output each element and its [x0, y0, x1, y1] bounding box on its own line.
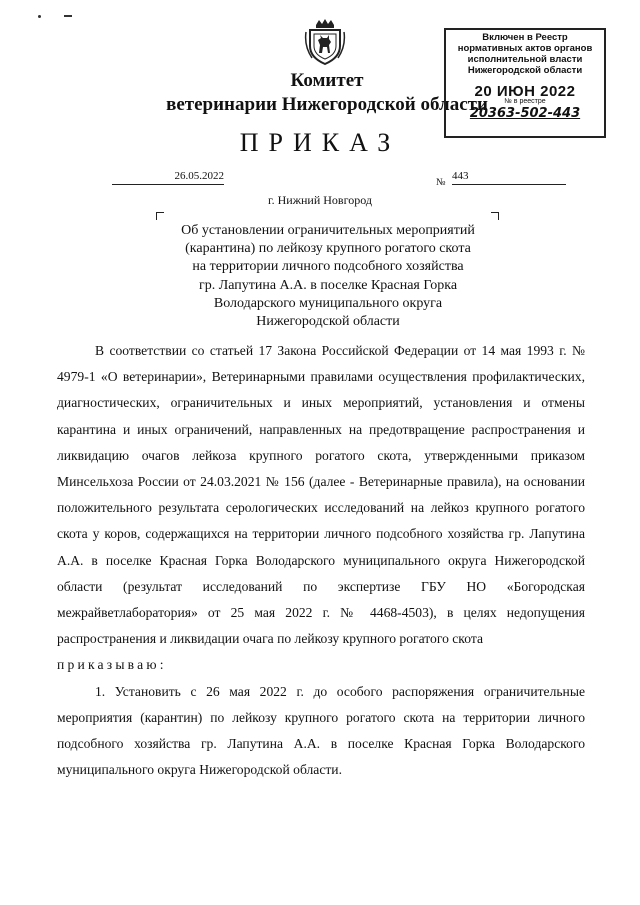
document-title — [168, 222, 488, 331]
document-number-label: № — [436, 177, 446, 188]
registry-stamp — [444, 28, 606, 138]
scan-mark — [38, 15, 41, 18]
document-type-heading: ПРИКАЗ — [239, 128, 401, 157]
stamp-registry-number: 20363-502-443 — [469, 106, 581, 121]
preamble-paragraph: В соответствии со статьей 17 Закона Российской Федерации от 14 мая 1993 г. № 4979-1 «О ветеринарии», Ветеринарными правилами осуществления профилактических, диагностических, ограничительных и иных мероприятий, установления и отмены карантина и иных ограничений, направленных на предотвращение распространения и ликвидацию очагов лейкоза крупного рогатого скота, утвержденными приказом Минсельхоза России от 24.03.2021 № 156 (далее - Ветеринарные правила), на основании положительного результата серологических исследований на лейкоз крупного рогатого скота у коров, содержащихся на территории личного подсобного хозяйства гр. Лапутина А.А. в поселке Красная Горка Володарского муниципального округа Нижегородской области (результат исследований по экспертизе ГБУ НО «Богородская межрайветлаборатория» от 25 мая 2022 г. № 4468-4503), в целях недопущения распространения и ликвидации очага по лейкозу крупного рогатого скота — [57, 343, 585, 647]
committee-name-line1: Комитет — [290, 70, 364, 91]
title-line: Володарского муниципального округа — [213, 295, 443, 311]
document-city: г. Нижний Новгород — [268, 193, 372, 207]
coat-of-arms-emblem — [304, 16, 346, 66]
order-item-1: 1. Установить с 26 мая 2022 г. до особого распоряжения ограничительные мероприятия (карантин) по лейкозу крупного рогатого скота на территории личного подсобного хозяйства гр. Лапутина А.А. в поселке Красная Горка Володарского муниципального округа Нижегородской области. — [57, 683, 585, 778]
order-keyword: приказываю: — [57, 657, 167, 673]
scan-mark — [64, 15, 72, 17]
stamp-line: Включен в Реестр — [482, 32, 568, 43]
title-corner-right — [491, 212, 499, 220]
stamp-registry-label: № в реестре — [504, 98, 546, 105]
stamp-line: исполнительной власти — [467, 54, 583, 65]
stamp-line: нормативных актов органов — [457, 43, 593, 54]
stamp-line: Нижегородской области — [467, 65, 583, 76]
title-line: Нижегородской области — [256, 314, 400, 330]
title-line: Об установлении ограничительных мероприятий — [181, 223, 475, 238]
stamp-date: 20 ИЮН 2022 — [474, 83, 576, 100]
title-line: на территории личного подсобного хозяйства — [192, 259, 464, 275]
committee-name-line2: ветеринарии Нижегородской области — [166, 94, 488, 115]
title-corner-left — [156, 212, 164, 220]
document-date: 26.05.2022 — [112, 170, 224, 185]
title-line: гр. Лапутина А.А. в поселке Красная Горка — [198, 277, 458, 293]
title-line: (карантина) по лейкозу крупного рогатого скота — [185, 241, 471, 257]
document-body — [57, 338, 585, 783]
document-number: 443 — [452, 170, 566, 185]
